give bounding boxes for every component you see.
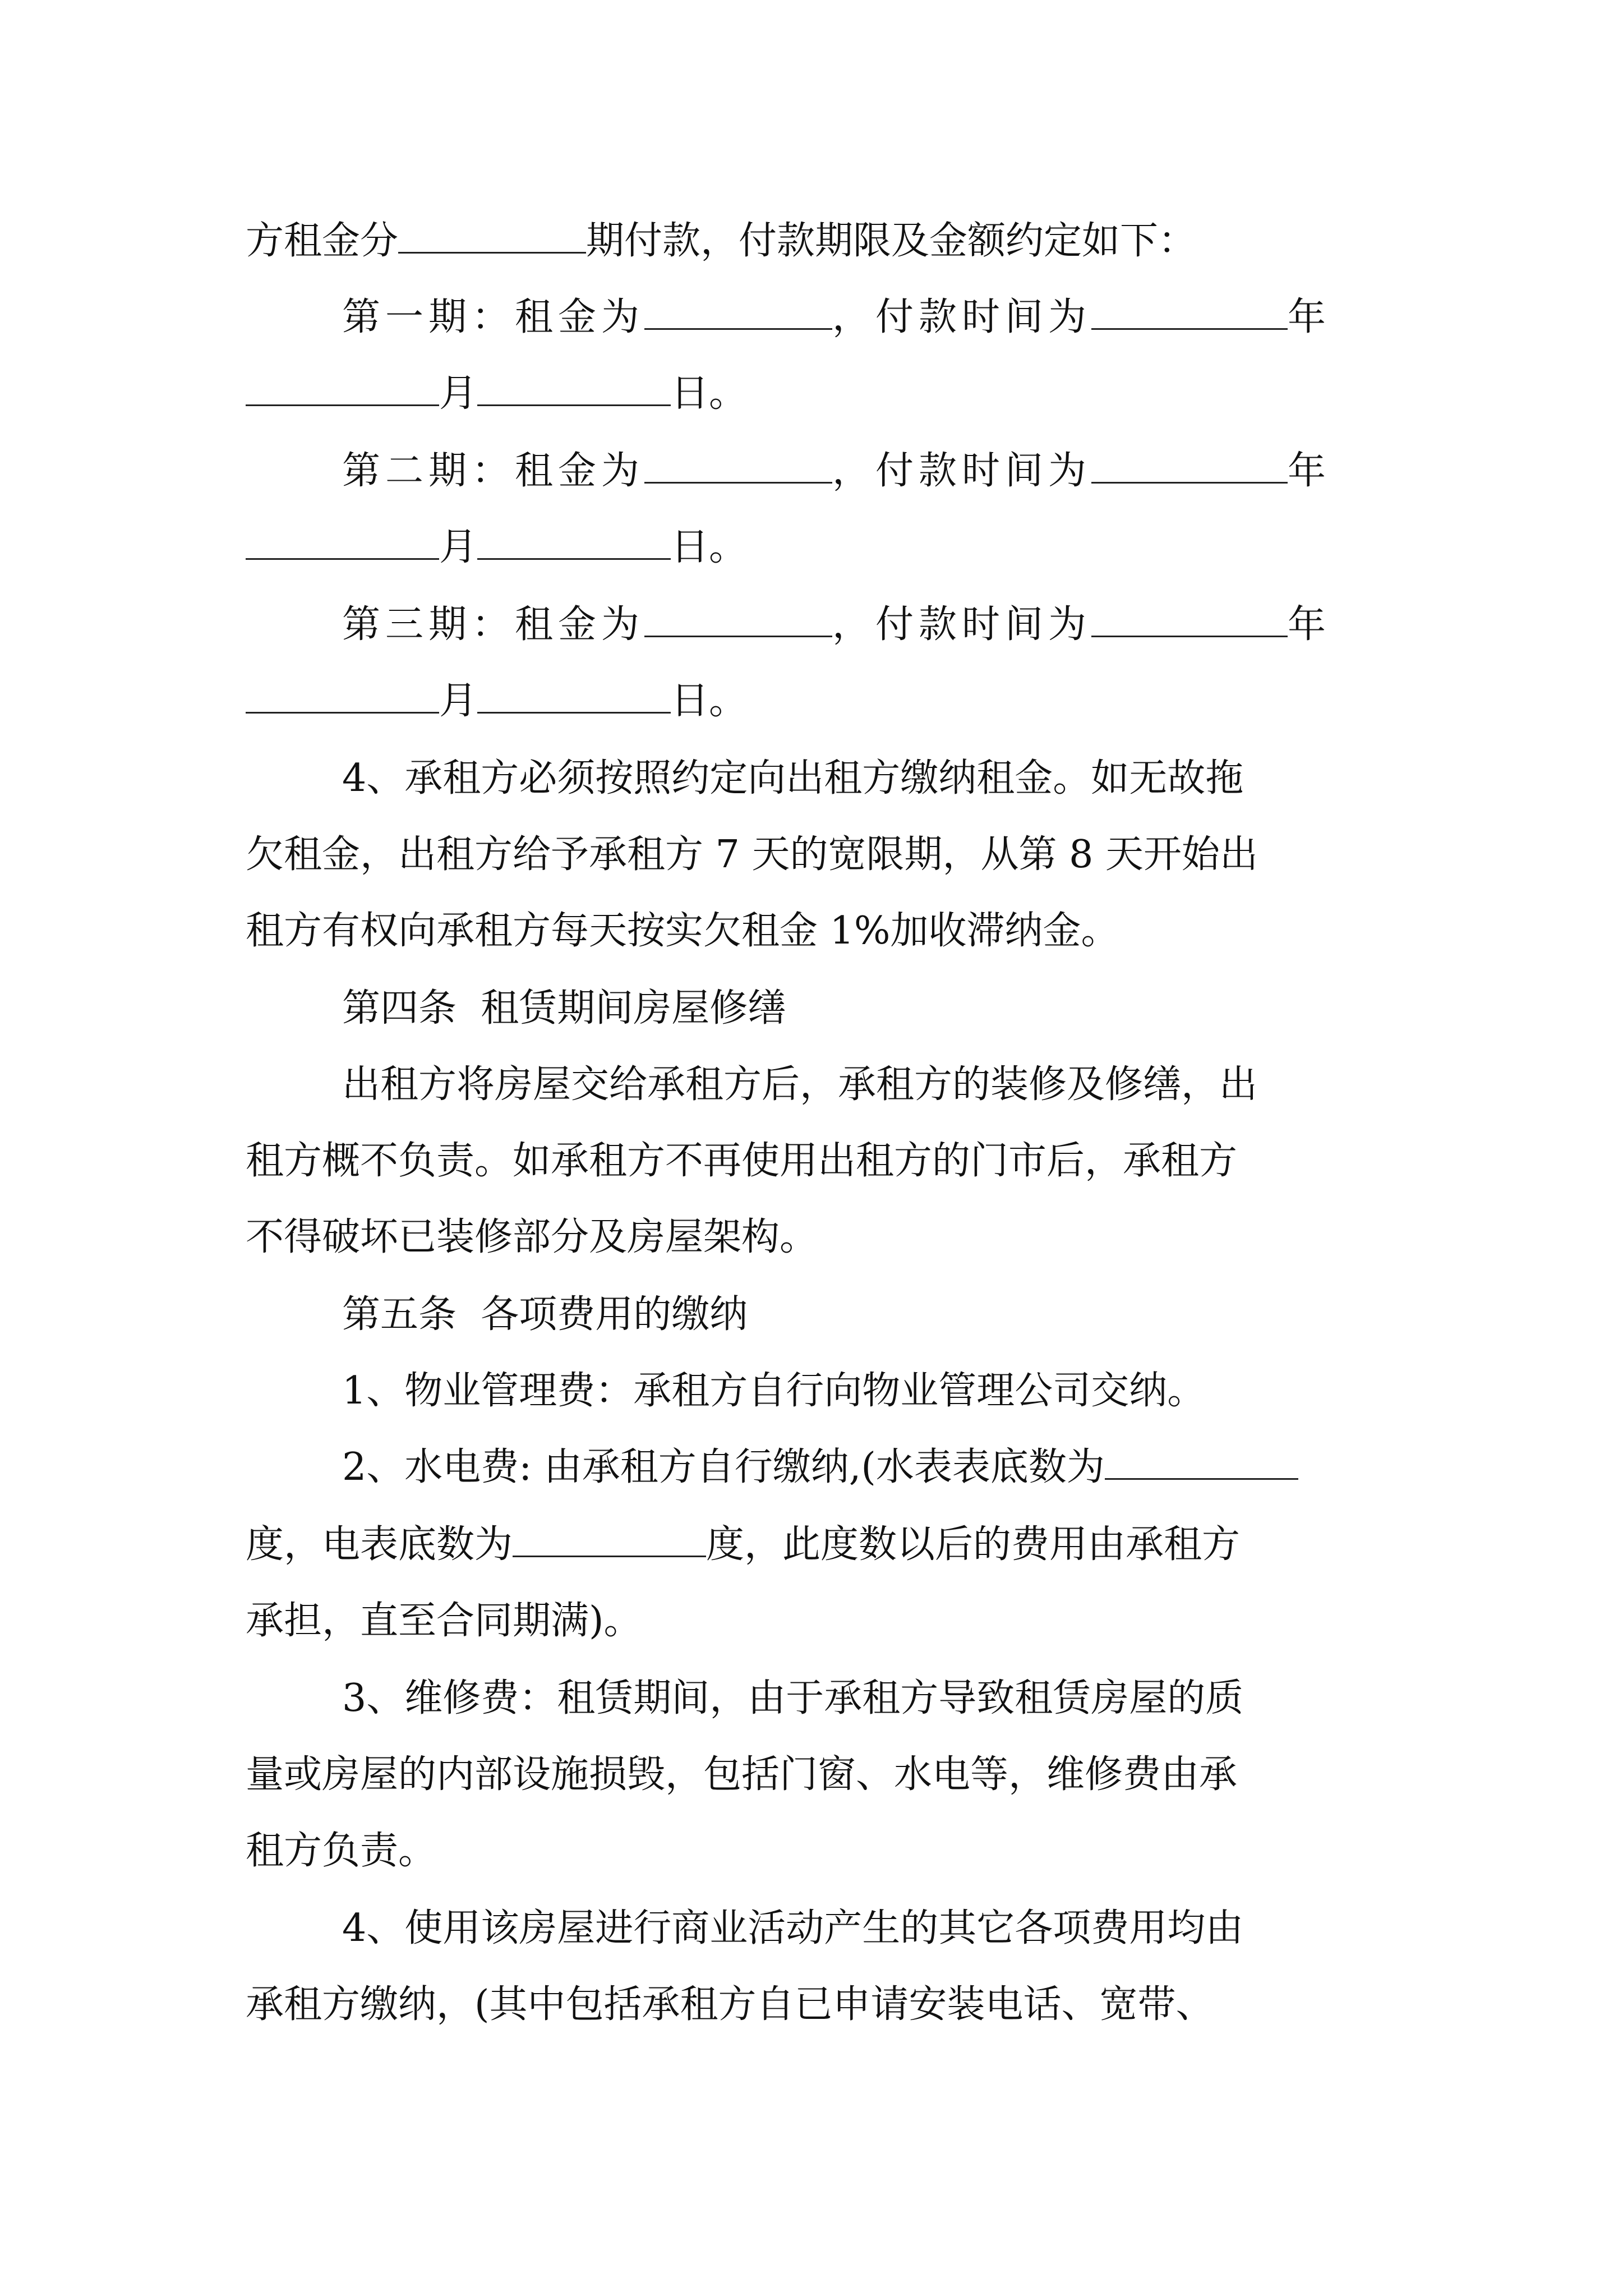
line-text: 年 xyxy=(1288,295,1331,339)
text-line xyxy=(246,366,1623,422)
line-text: 月 xyxy=(439,679,478,723)
line-text: 日。 xyxy=(671,371,748,416)
text-line xyxy=(342,289,1623,346)
line-text: 第一期：租金为 xyxy=(342,295,645,339)
blank-field xyxy=(644,447,832,484)
text-line xyxy=(342,443,1623,499)
blank-field xyxy=(1105,1443,1298,1480)
line-text: ，付款时间为 xyxy=(832,295,1092,339)
line-text: 方租金分 xyxy=(246,219,399,263)
line-text: 月 xyxy=(439,525,478,569)
text-line: 出租方将房屋交给承租方后，承租方的装修及修缮，出 xyxy=(342,1062,1258,1107)
text-line xyxy=(342,1439,1623,1496)
text-line xyxy=(246,519,1623,576)
text-line: 量或房屋的内部设施损毁，包括门窗、水电等，维修费由承 xyxy=(246,1752,1238,1797)
text-line: 租方有权向承租方每天按实欠租金 1%加收滞纳金。 xyxy=(246,909,1119,953)
text-line xyxy=(342,597,1623,653)
section-heading: 第四条 租赁期间房屋修缮 xyxy=(342,986,786,1030)
line-text: 度，电表底数为 xyxy=(246,1522,513,1567)
text-line xyxy=(246,213,1623,269)
text-line: 承租方缴纳，(其中包括承租方自已申请安装电话、宽带、 xyxy=(246,1982,1214,2027)
blank-field xyxy=(246,523,439,560)
blank-field xyxy=(644,293,832,330)
line-text: 日。 xyxy=(671,679,748,723)
blank-field xyxy=(398,217,586,254)
line-text: 年 xyxy=(1288,449,1331,493)
text-line: 欠租金，出租方给予承租方 7 天的宽限期，从第 8 天开始出 xyxy=(246,832,1258,877)
line-text: 年 xyxy=(1288,602,1331,647)
line-text: 第三期：租金为 xyxy=(342,602,645,647)
blank-field xyxy=(1091,293,1288,330)
text-line: 租方概不负责。如承租方不再使用出租方的门市后，承租方 xyxy=(246,1139,1238,1183)
text-line: 租方负责。 xyxy=(246,1829,437,1873)
text-line: 4、使用该房屋进行商业活动产生的其它各项费用均由 xyxy=(342,1906,1244,1950)
text-line: 承担，直至合同期满)。 xyxy=(246,1599,642,1643)
line-text: 度，此度数以后的费用由承租方 xyxy=(706,1522,1241,1567)
blank-field xyxy=(246,370,439,406)
section-heading: 第五条 各项费用的缴纳 xyxy=(342,1292,748,1337)
text-line xyxy=(246,673,1623,729)
text-line xyxy=(246,1517,1623,1573)
blank-field xyxy=(644,601,832,637)
line-text: 第二期：租金为 xyxy=(342,449,645,493)
blank-field xyxy=(477,370,671,406)
line-text: 2、水电费: 由承租方自行缴纳,(水表表底数为 xyxy=(342,1445,1105,1489)
text-line: 1、物业管理费：承租方自行向物业管理公司交纳。 xyxy=(342,1369,1206,1413)
blank-field xyxy=(477,677,671,714)
text-line: 3、维修费：租赁期间，由于承租方导致租赁房屋的质 xyxy=(342,1676,1244,1720)
line-text: ，付款时间为 xyxy=(832,449,1092,493)
blank-field xyxy=(246,677,439,714)
text-line: 不得破坏已装修部分及房屋架构。 xyxy=(246,1215,818,1259)
line-text: 月 xyxy=(439,371,478,416)
blank-field xyxy=(513,1521,706,1557)
line-text: 期付款，付款期限及金额约定如下： xyxy=(586,219,1197,263)
blank-field xyxy=(477,523,671,560)
text-line: 4、承租方必须按照约定向出租方缴纳租金。如无故拖 xyxy=(342,756,1244,800)
line-text: ，付款时间为 xyxy=(832,602,1092,647)
line-text: 日。 xyxy=(671,525,748,569)
blank-field xyxy=(1091,447,1288,484)
blank-field xyxy=(1091,601,1288,637)
